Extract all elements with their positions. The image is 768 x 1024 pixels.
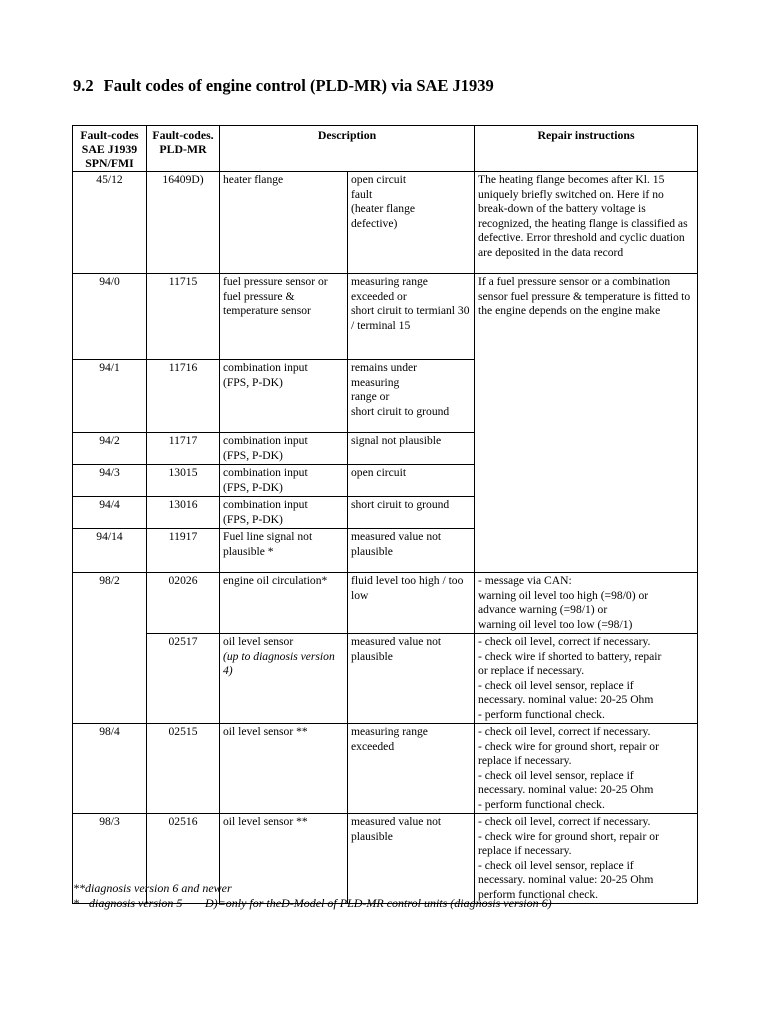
spn-cell: 94/2: [73, 433, 147, 465]
pld-cell: 02516: [147, 814, 220, 904]
condition-cell: measuring range exceeded or short ciruit to termianl 30 / terminal 15: [348, 274, 475, 360]
section-title: Fault codes of engine control (PLD-MR) via SAE J1939: [103, 76, 494, 95]
component-label: oil level sensor: [223, 635, 294, 648]
table-row: [73, 172, 698, 274]
footnote-double-star: **diagnosis version 6 and newer: [73, 881, 232, 895]
pld-cell: 11917: [147, 529, 220, 573]
spn-cell: 94/0: [73, 274, 147, 360]
header-pld-mr: Fault-codes. PLD-MR: [147, 126, 220, 172]
condition-cell: signal not plausible: [348, 433, 475, 465]
component-cell: [220, 634, 348, 724]
component-cell: oil level sensor **: [220, 724, 348, 814]
condition-cell: open circuit fault (heater flange defective): [348, 172, 475, 274]
table-row: [73, 573, 698, 634]
pld-cell: 02515: [147, 724, 220, 814]
footnote-line: [73, 896, 552, 911]
condition-cell: measuring range exceeded: [348, 724, 475, 814]
condition-cell: remains under measuring range or short ciruit to ground: [348, 360, 475, 433]
section-number: 9.2: [73, 76, 94, 95]
pld-cell: 13015: [147, 465, 220, 497]
component-cell: combination input (FPS, P-DK): [220, 360, 348, 433]
component-cell: fuel pressure sensor or fuel pressure & temperature sensor: [220, 274, 348, 360]
component-note: (up to diagnosis version 4): [223, 649, 335, 677]
pld-cell: 11715: [147, 274, 220, 360]
table-header-row: [73, 126, 698, 172]
spn-cell: 45/12: [73, 172, 147, 274]
pld-cell: 02026: [147, 573, 220, 634]
footnote-d-model: D)=only for theD-Model of PLD-MR control units (diagnosis version 6): [205, 895, 552, 910]
header-description: Description: [220, 126, 475, 172]
table-row: [73, 274, 698, 360]
condition-cell: measured value not plausible: [348, 529, 475, 573]
component-cell: combination input (FPS, P-DK): [220, 497, 348, 529]
repair-cell: - check oil level, correct if necessary. - check wire for ground short, repair or replace if necessary. - check oil level sensor, replace if necessary. nominal value: 20-25 Ohm perform functional check.: [475, 814, 698, 904]
footnotes: [73, 881, 552, 910]
repair-cell: - message via CAN: warning oil level too high (=98/0) or advance warning (=98/1) or warning oil level too low (=98/1): [475, 573, 698, 634]
repair-cell: If a fuel pressure sensor or a combination sensor fuel pressure & temperature is fitted to the engine depends on the engine make: [475, 274, 698, 573]
header-spn-fmi: Fault-codes SAE J1939 SPN/FMI: [73, 126, 147, 172]
spn-cell: 98/2: [73, 573, 147, 724]
table-row: [73, 724, 698, 814]
condition-cell: short ciruit to ground: [348, 497, 475, 529]
repair-cell: The heating flange becomes after Kl. 15 uniquely briefly switched on. Here if no break-down of the battery voltage is recognized, the heating flange is classified as defective. Error threshold and cyclic duation are deposited in the data record: [475, 172, 698, 274]
component-cell: Fuel line signal not plausible *: [220, 529, 348, 573]
component-cell: combination input (FPS, P-DK): [220, 433, 348, 465]
component-cell: combination input (FPS, P-DK): [220, 465, 348, 497]
pld-cell: 16409D): [147, 172, 220, 274]
spn-cell: 94/4: [73, 497, 147, 529]
table-row: [73, 634, 698, 724]
condition-cell: fluid level too high / too low: [348, 573, 475, 634]
component-cell: engine oil circulation*: [220, 573, 348, 634]
condition-cell: open circuit: [348, 465, 475, 497]
spn-cell: 98/4: [73, 724, 147, 814]
section-heading: [73, 76, 494, 96]
pld-cell: 02517: [147, 634, 220, 724]
component-cell: oil level sensor **: [220, 814, 348, 904]
spn-cell: 94/3: [73, 465, 147, 497]
pld-cell: 13016: [147, 497, 220, 529]
fault-code-table: [72, 125, 698, 904]
repair-cell: - check oil level, correct if necessary. - check wire if shorted to battery, repair or replace if necessary. - check oil level sensor, replace if necessary. nominal value: 20-25 Ohm - perform functional check.: [475, 634, 698, 724]
condition-cell: measured value not plausible: [348, 814, 475, 904]
spn-cell: 94/14: [73, 529, 147, 573]
header-repair: Repair instructions: [475, 126, 698, 172]
spn-cell: 98/3: [73, 814, 147, 904]
spn-cell: 94/1: [73, 360, 147, 433]
footnote-star: *: [73, 895, 79, 910]
component-cell: heater flange: [220, 172, 348, 274]
condition-cell: measured value not plausible: [348, 634, 475, 724]
footnote-version5: diagnosis version 5: [89, 895, 183, 910]
pld-cell: 11717: [147, 433, 220, 465]
repair-cell: - check oil level, correct if necessary. - check wire for ground short, repair or replace if necessary. - check oil level sensor, replace if necessary. nominal value: 20-25 Ohm - perform functional check.: [475, 724, 698, 814]
pld-cell: 11716: [147, 360, 220, 433]
